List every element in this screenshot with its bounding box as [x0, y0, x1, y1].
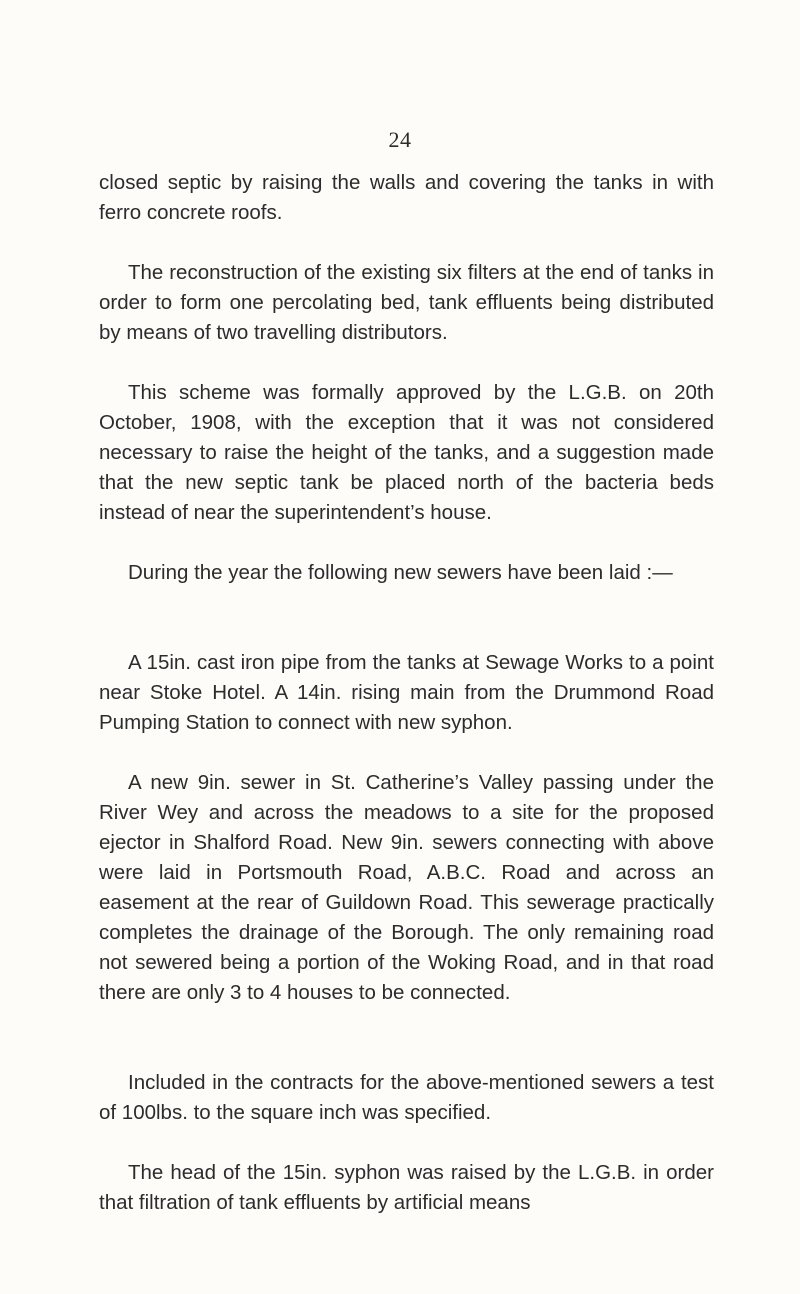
paragraph-scheme-approval: This scheme was formally approved by the L.G.B. on 20th October, 1908, with the exception that it was not considered necessary to raise the height of the tanks, and a suggestion made that the new septic tank be placed north of the bacteria beds instead of near the superintendent’s house. [99, 381, 714, 524]
paragraph-syphon-head: The head of the 15in. syphon was raised by the L.G.B. in order that filtration of tank effluents by artificial means [99, 1161, 714, 1214]
paragraph-cast-iron-pipe: A 15in. cast iron pipe from the tanks at Sewage Works to a point near Stoke Hotel. A 14in. rising main from the Drummond Road Pumping Station to connect with new syphon. [99, 651, 714, 734]
paragraph-new-sewers-intro: During the year the following new sewers have been laid :— [128, 561, 673, 584]
page-number: 24 [388, 127, 412, 152]
paragraph-septic-tanks: closed septic by raising the walls and covering the tanks in with ferro concrete roofs. [99, 171, 714, 224]
paragraph-filters-reconstruction: The reconstruction of the existing six filters at the end of tanks in order to form one percolating bed, tank effluents being distributed by means of two travelling distributors. [99, 261, 714, 344]
paragraph-new-9in-sewer: A new 9in. sewer in St. Catherine’s Valley passing under the River Wey and across the meadows to a site for the proposed ejector in Shalford Road. New 9in. sewers connecting with above were laid in Portsmouth Road, A.B.C. Road and across an easement at the rear of Guildown Road. This sewerage practically completes the drainage of the Borough. The only remaining road not sewered being a portion of the Woking Road, and in that road there are only 3 to 4 houses to be connected. [99, 771, 714, 1004]
paragraph-contract-test: Included in the contracts for the above-mentioned sewers a test of 100lbs. to the square inch was specified. [99, 1071, 714, 1124]
